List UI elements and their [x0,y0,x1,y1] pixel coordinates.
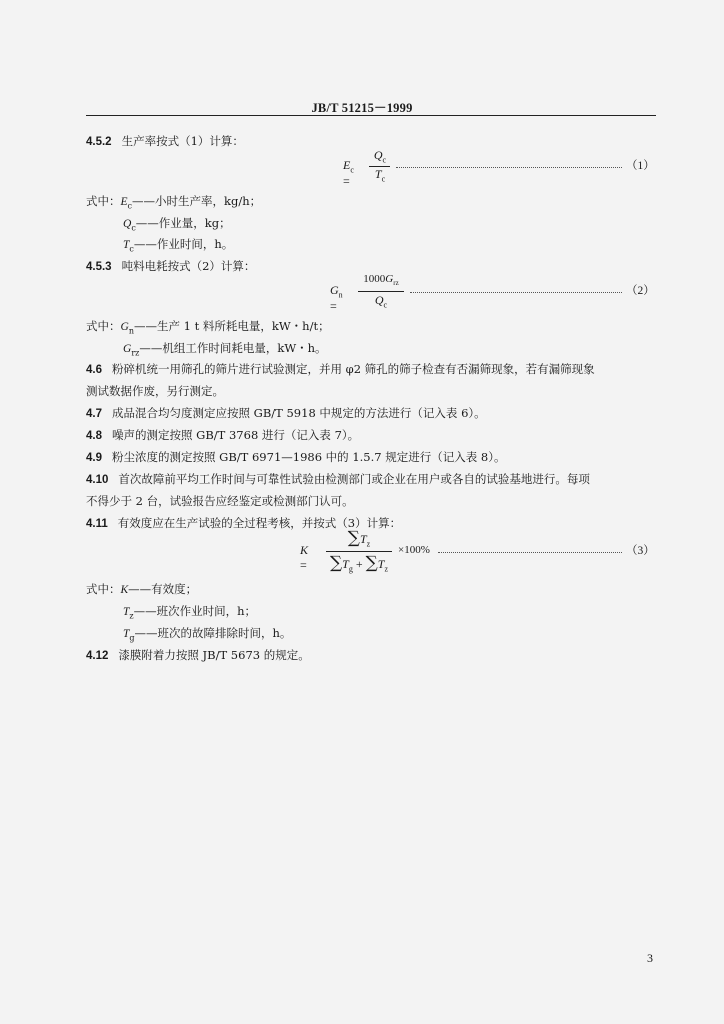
equation-number-3: （3） [626,545,655,557]
clause-4-6-cont: 测试数据作废，另行测定。 [86,384,224,398]
clause-4-10-cont: 不得少于 2 台，试验报告应经鉴定或检测部门认可。 [86,494,354,508]
clause-4-5-2: 4.5.2 生产率按式（1）计算： [86,134,244,148]
page-number: 3 [647,951,653,965]
leader-dots [438,552,622,553]
where-item: $T_c——$作业时间，h。 [123,237,234,254]
document-page: JB/T 51215－1999 4.5.2 生产率按式（1）计算： $E_c$ = $Q_c$ $T_c$ （1） 式中：$E_c——$小时生产率，kg/h； $Q_c——$作业量，kg； $T_c——$作业时间，h。 4.5.3 吨料电耗按式（2）计算： $G_n$ = $1000G_{rz}$ $Q_c$ （2） 式中：$G_n——$生产 1 t 料所耗电量，kW・h/t； $G_{rz}——$机组工作时间耗电量，kW・h。 4.6 粉碎机统一用筛孔的筛片进行试验测定，并用 φ2 筛孔的筛子检查有否漏筛现象，若有漏筛现象 测试数据作废，另行测定。 4.7 成品混合均匀度测定应按照 GB/T 5918 中规定的方法进行（记入表 6）。 4.8 噪声的测定按照 GB/T 3768 进行（记入表 7）。 4.9 粉尘浓度的测定按照 GB/T 6971—1986 中的 1.5.7 规定进行（记入表 8）。 4.10 首次故障前平均工作时间与可靠性试验由检测部门或企业在用户或各自的试验基地进行。每项 不得少于 2 台，试验报告应经鉴定或检测部门认可。 4.11 有效度应在生产试验的全过程考核，并按式（3）计算： K = $\sum T_z$ $\sum T_g + \sum T_z$ ×100% （3） 式中：K——有效度； $T_z——$班次作业时间，h； $T_g——$班次的故障排除时间，h。 4.12 漆膜附着力按照 JB/T 5673 的规定。 3 [0,0,724,1024]
clause-4-9: 4.9 粉尘浓度的测定按照 GB/T 6971—1986 中的 1.5.7 规定进行（记入表 8）。 [86,450,506,464]
where-item: $Q_c——$作业量，kg； [123,216,231,233]
clause-4-7: 4.7 成品混合均匀度测定应按照 GB/T 5918 中规定的方法进行（记入表 6）。 [86,406,486,420]
equation-number-2: （2） [626,285,655,297]
equation-number-1: （1） [626,160,655,172]
header-rule [86,115,656,116]
where-item: $T_z——$班次作业时间，h； [123,604,257,621]
where-item: 式中：K——有效度； [86,582,198,596]
clause-4-12: 4.12 漆膜附着力按照 JB/T 5673 的规定。 [86,648,310,662]
leader-dots [410,292,622,293]
where-item: 式中：$G_n——$生产 1 t 料所耗电量，kW・h/t； [86,319,330,336]
where-item: 式中：$E_c——$小时生产率，kg/h； [86,194,262,211]
clause-4-6: 4.6 粉碎机统一用筛孔的筛片进行试验测定，并用 φ2 筛孔的筛子检查有否漏筛现象，若有漏筛现象 [86,362,595,376]
leader-dots [396,167,622,168]
where-item: $G_{rz}——$机组工作时间耗电量，kW・h。 [123,341,327,358]
clause-4-10: 4.10 首次故障前平均工作时间与可靠性试验由检测部门或企业在用户或各自的试验基地进行。每项 [86,472,590,486]
clause-4-11: 4.11 有效度应在生产试验的全过程考核，并按式（3）计算： [86,516,402,530]
where-item: $T_g——$班次的故障排除时间，h。 [123,626,292,643]
clause-4-8: 4.8 噪声的测定按照 GB/T 3768 进行（记入表 7）。 [86,428,360,442]
clause-4-5-3: 4.5.3 吨料电耗按式（2）计算： [86,259,256,273]
page-header: JB/T 51215－1999 [311,101,413,115]
